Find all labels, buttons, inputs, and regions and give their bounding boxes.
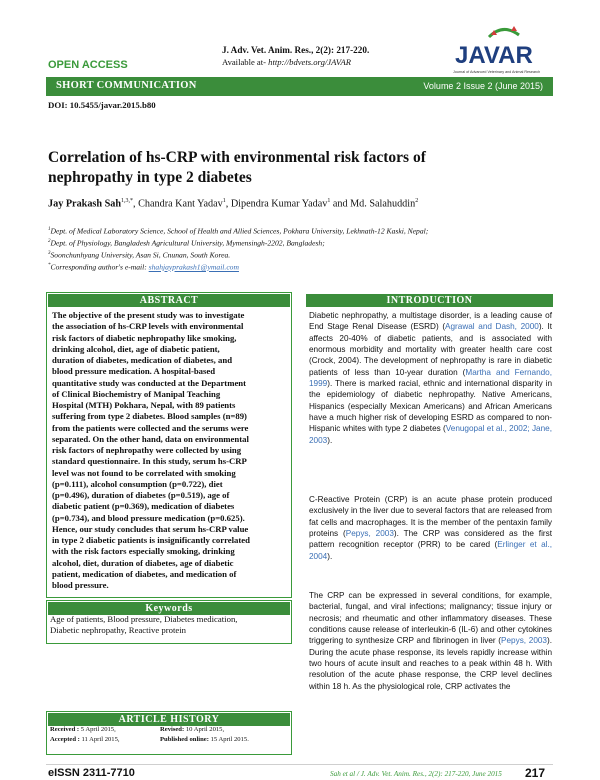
available-label: Available at- — [222, 57, 266, 67]
logo-text: JAVAR — [455, 42, 533, 69]
abstract-line: alcohol, diet, duration of diabetes, age of diabetic — [52, 557, 234, 568]
intro-p1-text: ). It affects 20-40% of diabetic patients, and is associated with enormous morbidity and mortality with greater health care cost (Crock, 2004). The development of nephropathy is rare in diabetic patients of less than 10-year duration ( — [309, 322, 552, 377]
abstract-text — [52, 310, 286, 591]
citation-link[interactable]: Pepys, 2003 — [345, 529, 394, 539]
abstract-line: suffering from type 2 diabetes. Blood samples (n=89) — [52, 411, 247, 422]
corresponding-email-link[interactable]: shahjayprakash1@ymail.com — [148, 262, 239, 272]
javar-logo — [445, 25, 555, 83]
author-1: Jay Prakash Sah — [48, 198, 122, 210]
received-label: Received : — [50, 726, 80, 733]
abstract-line: drinking alcohol, diet, age of diabetic patient, — [52, 343, 220, 354]
affiliation-2-text: Dept. of Physiology, Bangladesh Agricultural University, Mymensingh-2202, Bangladesh; — [50, 238, 325, 248]
affiliation-3 — [48, 248, 558, 261]
eissn-label: eISSN 2311-7710 — [48, 767, 135, 779]
accepted-label: Accepted : — [50, 735, 80, 743]
corresponding-label: Corresponding author's e-mail: — [50, 262, 149, 272]
intro-p1-text: ). — [327, 435, 333, 445]
section-band — [46, 77, 553, 96]
abstract-line: from the patients were collected and the serums were — [52, 422, 249, 433]
abstract-line: (p=0.496), duration of diabetes (p=0.519), age of — [52, 490, 230, 500]
title-line-2: nephropathy in type 2 diabetes — [48, 169, 252, 186]
abstract-line: the association of hs-CRP levels with environmental — [52, 321, 244, 332]
intro-p1-text: ). There is marked racial, ethnic and international disparity in the epidemiology of diabetic nephropathy. Native Americans, Hispanics (especially Mexican Americans) and African Americans have a much higher risk of developing ESRD as compared to non-Hispanic whites with type 2 diabetes ( — [309, 379, 552, 434]
abstract-line: diabetic patient (p=0.369), medication of diabetes — [52, 501, 235, 512]
footer-divider — [46, 764, 553, 765]
footer-citation — [330, 770, 502, 778]
article-history-heading: ARTICLE HISTORY — [48, 713, 290, 726]
citation-link[interactable]: Pepys, 2003 — [501, 636, 547, 646]
abstract-line: Hence, our study concludes that serum hs-CRP value — [52, 523, 249, 534]
author-1-sup: 1,3,* — [121, 198, 134, 204]
affiliation-1 — [48, 224, 558, 237]
article-history-rows — [50, 725, 249, 744]
abstract-line: with the risk factors especially smoking, drinking — [52, 546, 235, 557]
availability-line — [222, 57, 351, 67]
intro-p2-text: ). The CRP was considered as the first pattern recognition receptor (PRR) to be cared ( — [309, 529, 552, 550]
intro-p3-text: ). During the acute phase response, its levels rapidly increase within two hours of acute insult and reaches to a peak within 48 h. With resolution of the acute phase response, the CRP level declines within 18 h. As the physiological role, CRP activates the — [309, 636, 552, 691]
article-title — [48, 148, 548, 188]
keywords-line-2: Diabetic nephropathy, Reactive protein — [50, 625, 186, 635]
page-number: 217 — [525, 766, 546, 780]
abstract-line: level was not found to be correlated with smoking — [52, 467, 236, 478]
affiliation-2 — [48, 236, 558, 249]
affiliation-1-text: Dept. of Medical Laboratory Science, School of Health and Allied Sciences, Pokhara University, Lekhnath-12 Kaski, Nepal; — [50, 226, 429, 236]
abstract-heading: ABSTRACT — [48, 294, 290, 307]
history-row-1 — [50, 725, 249, 735]
author-2-sup: 1 — [222, 198, 226, 204]
affiliation-3-sup: 3 — [48, 251, 51, 256]
author-4: and Md. Salahuddin — [330, 198, 416, 210]
intro-p1-text: Diabetic nephropathy, a multistage disorder, is a leading cause of End Stage Renal Disease (ESRD) ( — [309, 311, 552, 332]
accepted-date: 11 April 2015, — [79, 735, 120, 743]
abstract-line: Hospital (MTH) Pokhara, Nepal, with 89 patients — [52, 400, 236, 410]
abstract-line: The objective of the present study was to investigate — [52, 310, 245, 320]
author-3: , Dipendra Kumar Yadav — [225, 198, 328, 210]
abstract-line: of Clinical Biochemistry of Manipal Teaching — [52, 388, 221, 399]
keywords-text — [50, 614, 290, 636]
journal-url-link[interactable]: http://bdvets.org/JAVAR — [268, 57, 352, 67]
author-3-sup: 1 — [327, 198, 331, 204]
abstract-line: risk factors of diabetic nephropathy like smoking, — [52, 332, 237, 343]
journal-reference: J. Adv. Vet. Anim. Res., 2(2): 217-220. — [222, 45, 370, 55]
abstract-line: blood pressure medication. A hospital-based — [52, 366, 216, 377]
published-label: Published online: — [160, 735, 209, 743]
abstract-line: (p=0.734), and blood pressure medication (p=0.625). — [52, 512, 245, 523]
author-list — [48, 198, 418, 209]
corresponding-sup: * — [48, 263, 51, 268]
affiliation-1-sup: 1 — [48, 227, 51, 232]
volume-label: Volume 2 Issue 2 (June 2015) — [423, 81, 543, 91]
abstract-line: risk factors of nephropathy were collected by using — [52, 445, 242, 455]
revised-label: Revised: — [160, 726, 185, 733]
introduction-heading: INTRODUCTION — [306, 294, 553, 307]
history-row-2 — [50, 735, 249, 745]
abstract-line: standard questionnaire. In this study, serum hs-CRP — [52, 456, 247, 467]
abstract-line: blood pressure. — [52, 580, 109, 590]
intro-p2-text: ). — [327, 551, 333, 561]
abstract-line: quantitative study was conducted at the Department — [52, 377, 247, 388]
abstract-line: (p=0.111), alcohol consumption (p=0.722), diet — [52, 478, 223, 489]
title-line-1: Correlation of hs-CRP with environmental risk factors of — [48, 149, 426, 166]
citation-link[interactable]: Venugopal et al., 2002; Jane, 2003 — [309, 424, 552, 445]
citation-link[interactable]: Agrawal and Dash, 2000 — [445, 322, 539, 332]
citation-link[interactable]: Erlinger et al., 2004 — [309, 540, 553, 561]
abstract-line: duration of diabetes, medication of diabetes, and — [52, 355, 233, 365]
received-date: 5 April 2015, — [79, 726, 116, 733]
open-access-label: OPEN ACCESS — [48, 59, 128, 71]
abstract-line: separated. On the other hand, data on environmental — [52, 433, 249, 444]
revised-date: 10 April 2015, — [184, 726, 225, 733]
doi-line: DOI: 10.5455/javar.2015.b80 — [48, 100, 156, 110]
intro-p3-text: The CRP can be expressed in several conditions, for example, bacterial, fungal, and viral infections; malignancy; tissue injury or necrosis; and rheumatic and other inflammatory diseases. These conditions cause release of interleukin-6 (IL-6) and other cytokines triggering to synthesize CRP and fibrinogen in liver ( — [309, 591, 552, 646]
keywords-line-1: Age of patients, Blood pressure, Diabetes medication, — [50, 614, 238, 624]
affiliation-3-text: Soonchunhyang University, Asan Si, Cnunan, South Korea. — [50, 250, 231, 260]
keywords-heading: Keywords — [48, 602, 290, 615]
author-4-sup: 2 — [415, 198, 419, 204]
citation-link[interactable]: Martha and Fernando, 1999 — [309, 367, 552, 389]
intro-paragraph-3 — [309, 590, 552, 692]
section-type-label: SHORT COMMUNICATION — [56, 80, 197, 91]
footer-cite-rest: / J. Adv. Vet. Anim. Res., 2(2): 217-220, June 2015 — [355, 770, 502, 778]
author-2: , Chandra Kant Yadav — [133, 198, 223, 210]
footer-cite-author: Sah et al — [330, 770, 356, 778]
corresponding-author — [48, 260, 558, 273]
intro-p2-text: C-Reactive Protein (CRP) is an acute phase protein produced exclusively in the liver due to several factors that are released from fat cells and macrophages. It is the member of the pentaxin family proteins ( — [309, 495, 552, 539]
logo-subtitle: Journal of Advanced Veterinary and Animal Research — [453, 70, 541, 74]
affiliation-2-sup: 2 — [48, 239, 51, 244]
abstract-line: in type 2 diabetic patients is insignificantly correlated — [52, 535, 250, 545]
abstract-line: patient, medication of diabetes, and medication of — [52, 568, 237, 579]
published-date: 15 April 2015. — [208, 735, 249, 743]
intro-paragraph-1 — [309, 310, 552, 446]
intro-paragraph-2 — [309, 494, 552, 562]
